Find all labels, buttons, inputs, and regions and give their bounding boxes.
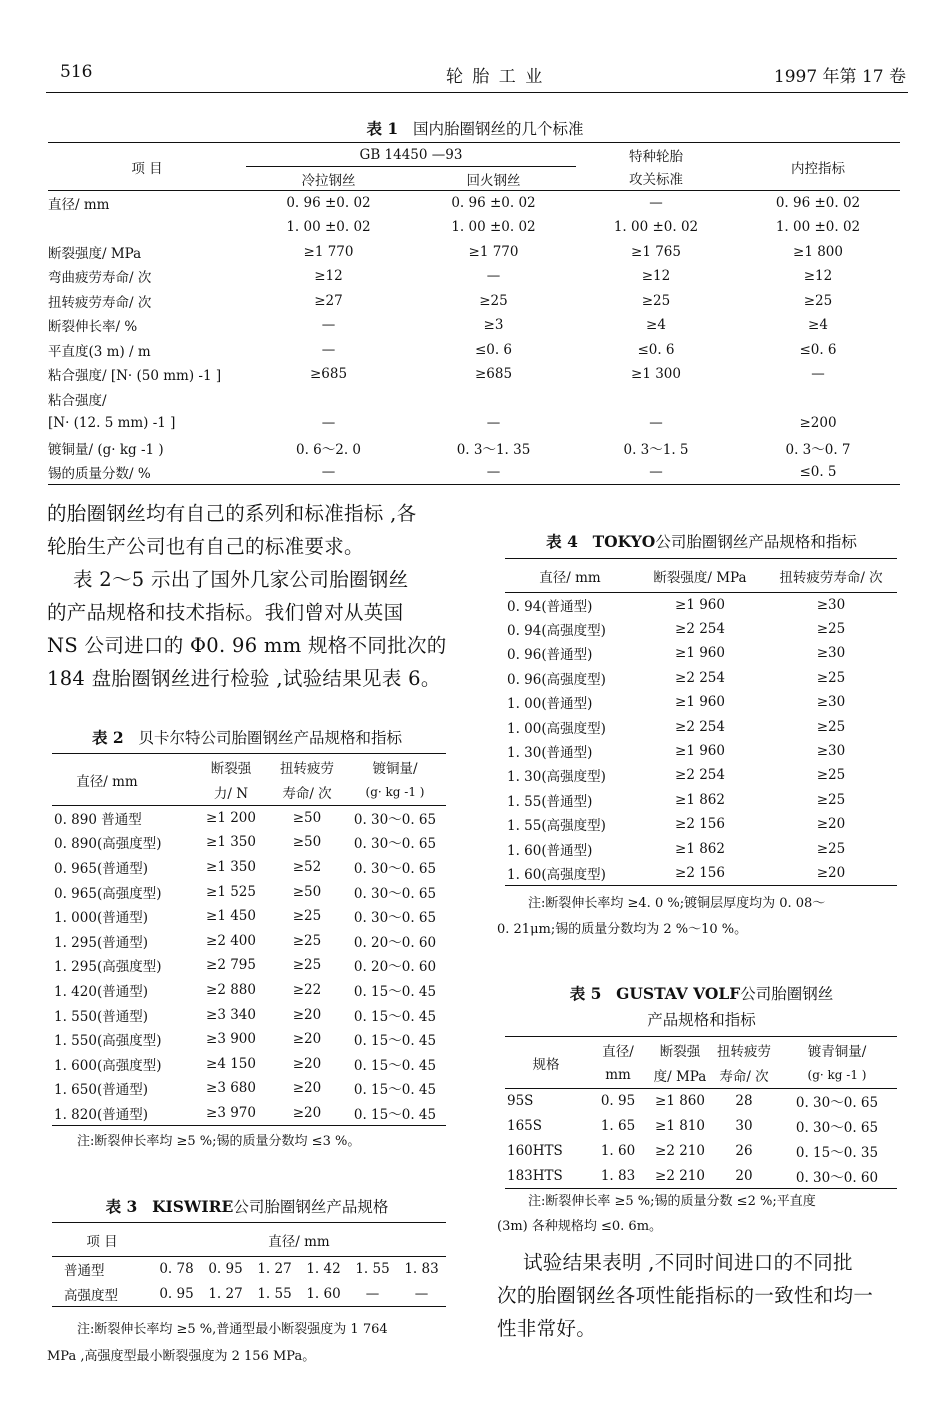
table-row bbox=[52, 928, 446, 953]
table-cell: ≥2 156 bbox=[675, 864, 725, 881]
table-cell: ≥3 970 bbox=[206, 1104, 256, 1121]
table-row bbox=[505, 788, 897, 812]
table-row bbox=[48, 411, 900, 436]
table-cell: 0. 96(普通型) bbox=[507, 647, 593, 664]
table-cell: 1. 000(普通型) bbox=[54, 910, 148, 927]
table-cell: 0. 95 bbox=[159, 1285, 194, 1302]
t4-head-tor: 扭转疲劳寿命/ 次 bbox=[779, 569, 883, 586]
table3-note-1: 注:断裂伸长率均 ≥5 %,普通型最小断裂强度为 1 764 bbox=[77, 1322, 388, 1337]
table-cell: ≤0. 6 bbox=[474, 341, 513, 358]
table-row bbox=[505, 861, 897, 885]
table-cell: — bbox=[486, 415, 501, 432]
table-cell: ≥685 bbox=[474, 366, 513, 383]
table3 bbox=[52, 1222, 446, 1307]
table-cell: ≥1 960 bbox=[675, 596, 725, 613]
table-row bbox=[48, 436, 900, 461]
table-cell: ≥25 bbox=[816, 621, 846, 638]
table-cell: 锡的质量分数/ % bbox=[48, 466, 151, 482]
table-row bbox=[505, 739, 897, 763]
table-cell: 1. 55 bbox=[355, 1261, 390, 1278]
table-cell: ≤0. 5 bbox=[799, 464, 837, 480]
t2-head-cu2: (g· kg -1 ) bbox=[344, 780, 446, 806]
table-cell: ≥52 bbox=[292, 858, 322, 875]
table-cell: 1. 55(高强度型) bbox=[507, 818, 606, 835]
table-cell bbox=[48, 215, 246, 240]
table-cell: 160HTS bbox=[507, 1143, 563, 1159]
table-cell: ≤0. 6 bbox=[637, 341, 675, 358]
table-row bbox=[52, 953, 446, 978]
t5-head-str1: 断裂强 bbox=[659, 1043, 701, 1060]
table-cell: 95S bbox=[507, 1093, 534, 1110]
table-cell: — bbox=[321, 415, 336, 432]
table-cell: 0. 95 bbox=[600, 1093, 636, 1110]
table-cell: 1. 295(高强度型) bbox=[54, 959, 162, 976]
table-cell: 0. 890(高强度型) bbox=[54, 836, 162, 853]
table-cell: ≥12 bbox=[314, 268, 343, 285]
table-cell: ≥3 bbox=[483, 317, 504, 334]
para-line: 表 2～5 示出了国外几家公司胎圈钢丝 bbox=[47, 568, 409, 591]
para-line: 的胎圈钢丝均有自己的系列和标准指标 ,各 bbox=[47, 502, 417, 525]
para-line: 轮胎生产公司也有自己的标准要求。 bbox=[47, 535, 364, 558]
table-cell: 0. 30～0. 65 bbox=[353, 860, 437, 877]
table-cell: ≥25 bbox=[292, 957, 322, 974]
table-cell: ≥25 bbox=[803, 292, 833, 309]
para-line: 184 盘胎圈钢丝进行检验 ,试验结果见表 6。 bbox=[47, 667, 441, 690]
table-cell: 1. 65 bbox=[600, 1118, 636, 1134]
table-cell: 1. 27 bbox=[257, 1261, 292, 1278]
table-cell: ≥1 200 bbox=[206, 810, 256, 827]
table-row bbox=[505, 812, 897, 836]
table-cell: 0. 15～0. 45 bbox=[353, 1033, 437, 1050]
table-cell: 1. 30(高强度型) bbox=[507, 769, 606, 786]
table-row bbox=[52, 1257, 446, 1282]
table-cell: ≥25 bbox=[816, 840, 846, 857]
table-row bbox=[505, 1164, 897, 1189]
table-cell: 28 bbox=[735, 1093, 753, 1110]
left-paragraph bbox=[47, 497, 467, 695]
table-cell: 0. 30～0. 65 bbox=[353, 812, 437, 829]
table5-note-2: (3m) 各种规格均 ≤0. 6m。 bbox=[497, 1219, 663, 1234]
table-row bbox=[505, 617, 897, 641]
t1-head-item: 项 目 bbox=[48, 143, 246, 191]
table-cell: ≥20 bbox=[292, 1031, 322, 1048]
table-cell: — bbox=[414, 1285, 429, 1302]
table-cell: ≥1 350 bbox=[206, 834, 256, 851]
table-cell: 1. 55 bbox=[257, 1285, 292, 1302]
para-line: 试验结果表明 ,不同时间进口的不同批 bbox=[497, 1251, 853, 1274]
table-cell: 粘合强度/ [N· (50 mm) -1 ] bbox=[48, 368, 222, 385]
table-row bbox=[48, 215, 900, 240]
para-line: 的产品规格和技术指标。我们曾对从英国 bbox=[47, 601, 404, 624]
table-cell: 0. 15～0. 45 bbox=[353, 1106, 437, 1123]
table-cell: 0. 78 bbox=[159, 1261, 194, 1278]
table-cell: ≥50 bbox=[292, 883, 322, 900]
table-cell: 0. 30～0. 65 bbox=[353, 885, 437, 902]
table2-note: 注:断裂伸长率均 ≥5 %;锡的质量分数均 ≤3 %。 bbox=[77, 1134, 361, 1149]
table-cell: 0. 6～2. 0 bbox=[295, 441, 362, 458]
table-cell: ≥1 862 bbox=[675, 791, 725, 808]
table-cell: [N· (12. 5 mm) -1 ] bbox=[48, 415, 176, 432]
table-cell: — bbox=[649, 464, 663, 480]
table-cell: ≥25 bbox=[816, 669, 846, 686]
table-row bbox=[505, 1114, 897, 1139]
t1-head-cold: 冷拉钢丝 bbox=[246, 167, 411, 191]
t1-head-special1: 特种轮胎 bbox=[629, 148, 683, 165]
table-cell: ≥22 bbox=[292, 981, 322, 998]
table-cell: ≥1 862 bbox=[675, 840, 725, 857]
table5-caption: 表 5 GUSTAV VOLF公司胎圈钢丝 bbox=[569, 984, 834, 1003]
table-cell: 1. 30(普通型) bbox=[507, 745, 593, 762]
table-cell: ≥25 bbox=[479, 292, 508, 309]
table-cell: ≥2 795 bbox=[206, 957, 256, 974]
table4-note-2: 0. 21μm;锡的质量分数均为 2 %～10 %。 bbox=[497, 922, 748, 937]
t5-head-tor1: 扭转疲劳 bbox=[717, 1043, 771, 1060]
table-cell: 0. 30～0. 60 bbox=[795, 1169, 879, 1186]
table-cell: 0. 30～0. 65 bbox=[795, 1120, 879, 1136]
table-cell: 1. 295(普通型) bbox=[54, 934, 148, 951]
t3-head-item: 项 目 bbox=[86, 1233, 118, 1250]
table-cell: ≥1 765 bbox=[631, 243, 681, 260]
table-cell: 高强度型 bbox=[64, 1287, 118, 1304]
table-cell: ≥30 bbox=[816, 645, 846, 662]
table-cell: ≥2 210 bbox=[655, 1143, 705, 1159]
table3-caption: 表 3 KISWIRE公司胎圈钢丝产品规格 bbox=[105, 1197, 389, 1216]
table-cell: 0. 965(普通型) bbox=[54, 860, 148, 877]
t5-head-dia1: 直径/ bbox=[602, 1043, 634, 1060]
table-cell: 1. 00 ±0. 02 bbox=[613, 219, 699, 236]
table-cell: 1. 00 ±0. 02 bbox=[451, 219, 536, 236]
table-cell: 0. 30～0. 65 bbox=[795, 1095, 879, 1112]
table-cell: 1. 550(高强度型) bbox=[54, 1033, 162, 1050]
table-cell: ≥4 bbox=[646, 317, 666, 334]
table-cell: 1. 60 bbox=[306, 1285, 341, 1302]
table-cell: — bbox=[649, 195, 663, 211]
table-cell: ≥20 bbox=[816, 816, 846, 833]
table-cell: 直径/ mm bbox=[48, 197, 110, 213]
table1-caption: 表 1 国内胎圈钢丝的几个标准 bbox=[366, 119, 584, 138]
table-cell: ≥3 340 bbox=[206, 1006, 256, 1023]
table-cell: ≥30 bbox=[816, 596, 846, 613]
table4-note-1: 注:断裂伸长率均 ≥4. 0 %;镀铜层厚度均为 0. 08～ bbox=[528, 896, 826, 911]
table-row bbox=[505, 763, 897, 787]
page-number: 516 bbox=[60, 62, 93, 82]
table-cell: 0. 20～0. 60 bbox=[353, 959, 437, 976]
t2-head-str1: 断裂强 bbox=[210, 760, 252, 777]
table-row bbox=[48, 338, 900, 363]
table-cell: 1. 00(普通型) bbox=[507, 696, 593, 713]
table-cell: ≥25 bbox=[292, 932, 322, 949]
table-cell: — bbox=[486, 268, 501, 285]
table-cell: 1. 83 bbox=[404, 1261, 439, 1278]
table-row bbox=[505, 690, 897, 714]
table-row bbox=[505, 714, 897, 738]
t2-head-cu1: 镀铜量/ bbox=[372, 760, 418, 777]
table-cell: ≥50 bbox=[292, 834, 322, 851]
table-cell: 0. 94(普通型) bbox=[507, 598, 593, 615]
table-cell bbox=[411, 387, 576, 412]
table-cell: ≥1 770 bbox=[303, 243, 354, 260]
table4-caption: 表 4 TOKYO公司胎圈钢丝产品规格和指标 bbox=[546, 532, 857, 551]
table-cell: ≥200 bbox=[799, 415, 837, 432]
table-cell: 1. 60 bbox=[600, 1143, 636, 1159]
table-row bbox=[52, 904, 446, 929]
table-cell: ≥30 bbox=[816, 694, 846, 711]
table-cell: ≤0. 6 bbox=[799, 341, 837, 358]
table-cell: 0. 15～0. 35 bbox=[795, 1145, 879, 1161]
table-cell: 1. 600(高强度型) bbox=[54, 1057, 162, 1074]
t2-head-tor2: 寿命/ 次 bbox=[270, 780, 344, 806]
table-cell: 粘合强度/ bbox=[48, 392, 107, 409]
t5-head-dia2: mm bbox=[587, 1063, 649, 1089]
table-row bbox=[52, 1051, 446, 1076]
table-cell: 0. 3～1. 35 bbox=[456, 441, 531, 458]
table2-caption: 表 2 贝卡尔特公司胎圈钢丝产品规格和指标 bbox=[92, 728, 402, 747]
table-row bbox=[48, 191, 900, 216]
table-cell: ≥1 960 bbox=[675, 743, 725, 760]
table-cell: 1. 83 bbox=[600, 1167, 636, 1184]
t5-head-spec: 规格 bbox=[505, 1037, 587, 1089]
table-cell: ≥27 bbox=[314, 292, 343, 309]
table-cell: 0. 15～0. 45 bbox=[353, 1057, 437, 1074]
table-cell: 1. 00(高强度型) bbox=[507, 720, 606, 737]
t5-head-cu1: 镀青铜量/ bbox=[807, 1043, 867, 1060]
table-cell: 0. 94(高强度型) bbox=[507, 623, 606, 640]
para-line: 次的胎圈钢丝各项性能指标的一致性和均一 bbox=[497, 1284, 874, 1307]
t1-head-gb: GB 14450 —93 bbox=[246, 143, 576, 167]
table-cell: 断裂强度/ MPa bbox=[48, 245, 142, 262]
table-cell: ≥2 254 bbox=[675, 718, 725, 735]
table-cell: 1. 55(普通型) bbox=[507, 793, 593, 810]
table-row bbox=[505, 593, 897, 617]
table-cell bbox=[576, 387, 736, 412]
table-row bbox=[52, 978, 446, 1003]
table-cell: ≥1 860 bbox=[655, 1093, 705, 1110]
table-cell: 0. 965(高强度型) bbox=[54, 885, 162, 902]
table-cell: 0. 3～1. 5 bbox=[623, 441, 689, 458]
table-cell bbox=[736, 387, 900, 412]
table-cell: ≥1 800 bbox=[793, 243, 843, 260]
table-cell: ≥1 810 bbox=[655, 1118, 705, 1134]
table-row bbox=[52, 806, 446, 831]
table-cell bbox=[246, 387, 411, 412]
table-row bbox=[52, 1027, 446, 1052]
table-cell: 弯曲疲劳寿命/ 次 bbox=[48, 270, 152, 287]
table-cell: ≥1 960 bbox=[675, 694, 725, 711]
table-cell: — bbox=[321, 341, 336, 358]
table-row bbox=[48, 460, 900, 485]
table-cell: ≥1 300 bbox=[631, 366, 681, 383]
table-cell: 0. 30～0. 65 bbox=[353, 836, 437, 853]
table-cell: 0. 3～0. 7 bbox=[785, 441, 851, 458]
table-cell: 30 bbox=[735, 1118, 753, 1134]
table-cell: 1. 42 bbox=[306, 1261, 341, 1278]
table4 bbox=[505, 558, 897, 886]
table-row bbox=[48, 387, 900, 412]
table-cell: ≥12 bbox=[803, 268, 833, 285]
table-cell: 1. 420(普通型) bbox=[54, 983, 148, 1000]
table5-note-1: 注:断裂伸长率 ≥5 %;锡的质量分数 ≤2 %;平直度 bbox=[528, 1194, 816, 1209]
table-cell: — bbox=[365, 1285, 380, 1302]
table-cell: 断裂伸长率/ % bbox=[48, 319, 138, 336]
table-cell: ≥685 bbox=[309, 366, 348, 383]
table-cell: ≥2 156 bbox=[675, 816, 725, 833]
table-cell: 0. 890 普通型 bbox=[54, 812, 142, 829]
table-row bbox=[52, 1076, 446, 1101]
table-cell: 0. 30～0. 65 bbox=[353, 910, 437, 927]
table-row bbox=[505, 666, 897, 690]
t1-head-temper: 回火钢丝 bbox=[411, 167, 576, 191]
table-row bbox=[52, 1282, 446, 1307]
t5-head-tor2: 寿命/ 次 bbox=[711, 1063, 777, 1089]
table-cell: ≥20 bbox=[816, 864, 846, 881]
t1-head-internal: 内控指标 bbox=[736, 143, 900, 191]
table-cell: 0. 96(高强度型) bbox=[507, 671, 606, 688]
t2-head-dia: 直径/ mm bbox=[52, 754, 192, 806]
table-cell: ≥25 bbox=[292, 908, 322, 925]
table-cell: ≥2 880 bbox=[206, 981, 256, 998]
table-cell: 扭转疲劳寿命/ 次 bbox=[48, 294, 152, 311]
table-cell: ≥2 210 bbox=[655, 1167, 705, 1184]
t4-head-str: 断裂强度/ MPa bbox=[653, 569, 747, 586]
table5-caption-2: 产品规格和指标 bbox=[647, 1011, 756, 1029]
table-cell: ≥20 bbox=[292, 1055, 322, 1072]
table-cell: 1. 00 ±0. 02 bbox=[286, 219, 371, 236]
t3-head-dia: 直径/ mm bbox=[268, 1233, 330, 1250]
table-cell: 1. 00 ±0. 02 bbox=[775, 219, 861, 236]
table-cell: 0. 15～0. 45 bbox=[353, 983, 437, 1000]
table-cell: 183HTS bbox=[507, 1167, 563, 1184]
table-cell: 平直度(3 m) / m bbox=[48, 343, 151, 360]
table-cell: 0. 96 ±0. 02 bbox=[286, 195, 371, 211]
right-paragraph bbox=[497, 1246, 909, 1345]
table-cell: ≥20 bbox=[292, 1080, 322, 1097]
table-cell: ≥1 525 bbox=[206, 883, 256, 900]
table-cell: 1. 60(普通型) bbox=[507, 842, 593, 859]
table-cell: ≥1 350 bbox=[206, 858, 256, 875]
table-cell: 1. 27 bbox=[208, 1285, 243, 1302]
t5-head-cu2: (g· kg -1 ) bbox=[777, 1063, 897, 1089]
table-cell: 0. 95 bbox=[208, 1261, 243, 1278]
table-cell: 0. 15～0. 45 bbox=[353, 1082, 437, 1099]
table-cell: — bbox=[649, 415, 663, 432]
table-cell: ≥1 960 bbox=[675, 645, 725, 662]
table-row bbox=[48, 240, 900, 265]
table-cell: 镀铜量/ (g· kg -1 ) bbox=[48, 441, 164, 458]
table-cell: ≥2 254 bbox=[675, 669, 725, 686]
table-cell: 0. 96 ±0. 02 bbox=[775, 195, 861, 211]
table-cell: ≥3 680 bbox=[206, 1080, 256, 1097]
journal-issue: 1997 年第 17 卷 bbox=[773, 67, 906, 87]
table-cell: 20 bbox=[735, 1167, 753, 1184]
table-row bbox=[48, 289, 900, 314]
table1 bbox=[48, 142, 900, 485]
table-cell: ≥25 bbox=[816, 767, 846, 784]
t2-head-tor1: 扭转疲劳 bbox=[280, 760, 334, 777]
table-row bbox=[505, 1089, 897, 1114]
table-row bbox=[505, 641, 897, 665]
table-cell: ≥1 770 bbox=[468, 243, 519, 260]
table-cell: 1. 60(高强度型) bbox=[507, 866, 606, 883]
t1-head-special2: 攻关标准 bbox=[576, 167, 736, 191]
table-cell: 26 bbox=[735, 1143, 753, 1159]
table-row bbox=[52, 1002, 446, 1027]
journal-title: 轮 胎 工 业 bbox=[446, 67, 545, 87]
table-row bbox=[52, 855, 446, 880]
table-row bbox=[48, 362, 900, 387]
table-cell: ≥25 bbox=[816, 791, 846, 808]
table-cell: ≥25 bbox=[816, 718, 846, 735]
table-row bbox=[52, 830, 446, 855]
table-cell: ≥20 bbox=[292, 1006, 322, 1023]
table2 bbox=[52, 753, 446, 1126]
table-cell: 0. 15～0. 45 bbox=[353, 1008, 437, 1025]
table5 bbox=[505, 1036, 897, 1189]
table-row bbox=[505, 1139, 897, 1164]
table-cell: 0. 20～0. 60 bbox=[353, 934, 437, 951]
table-cell: — bbox=[321, 317, 336, 334]
table-cell: ≥20 bbox=[292, 1104, 322, 1121]
table-cell: ≥2 400 bbox=[206, 932, 256, 949]
table-cell: 165S bbox=[507, 1118, 543, 1134]
table-cell: 普通型 bbox=[64, 1263, 105, 1280]
table-cell: ≥3 900 bbox=[206, 1031, 256, 1048]
t5-head-str2: 度/ MPa bbox=[649, 1063, 711, 1089]
table-row bbox=[505, 836, 897, 860]
table-row bbox=[48, 264, 900, 289]
table-cell: — bbox=[321, 464, 336, 480]
table-cell: ≥50 bbox=[292, 810, 322, 827]
para-line: 性非常好。 bbox=[497, 1317, 597, 1340]
table-row bbox=[52, 1101, 446, 1126]
table-cell: ≥1 450 bbox=[206, 908, 256, 925]
table-cell: ≥2 254 bbox=[675, 621, 725, 638]
table-cell: ≥30 bbox=[816, 743, 846, 760]
page-header bbox=[46, 60, 908, 93]
table-cell: ≥25 bbox=[641, 292, 671, 309]
table-cell: 1. 550(普通型) bbox=[54, 1008, 148, 1025]
t4-head-dia: 直径/ mm bbox=[539, 569, 601, 586]
table3-note-2: MPa ,高强度型最小断裂强度为 2 156 MPa。 bbox=[47, 1349, 316, 1364]
table-cell: — bbox=[486, 464, 501, 480]
table-cell: — bbox=[811, 366, 825, 383]
para-line: NS 公司进口的 Φ0. 96 mm 规格不同批次的 bbox=[47, 634, 447, 657]
t2-head-str2: 力/ N bbox=[192, 780, 270, 806]
table-cell: 0. 96 ±0. 02 bbox=[451, 195, 536, 211]
table-cell: ≥2 254 bbox=[675, 767, 725, 784]
table-cell: ≥4 bbox=[808, 317, 828, 334]
table-cell: 1. 650(普通型) bbox=[54, 1082, 148, 1099]
table-row bbox=[48, 313, 900, 338]
table-cell: 1. 820(普通型) bbox=[54, 1106, 148, 1123]
table-cell: ≥12 bbox=[641, 268, 671, 285]
table-cell: ≥4 150 bbox=[206, 1055, 256, 1072]
table-row bbox=[52, 879, 446, 904]
